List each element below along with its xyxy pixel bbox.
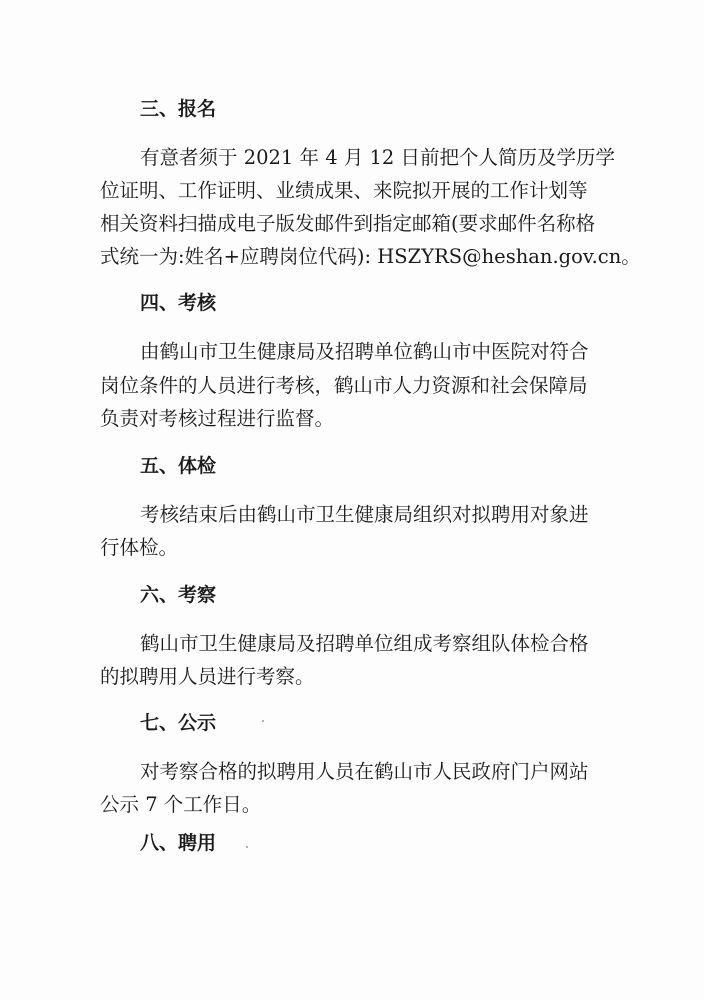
paragraph-line: 岗位条件的人员进行考核，鹤山市人力资源和社会保障局 (100, 374, 588, 397)
section-heading-investigation: 六、考察 (140, 584, 217, 606)
paragraph-line: 鹤山市卫生健康局及招聘单位组成考察组队体检合格 (140, 632, 589, 655)
paragraph-line: 的拟聘用人员进行考察。 (100, 665, 315, 688)
section-heading-publicity: 七、公示 (140, 712, 217, 734)
paragraph-line: 由鹤山市卫生健康局及招聘单位鹤山市中医院对符合 (140, 340, 589, 363)
section-heading-medical-exam: 五、体检 (140, 455, 217, 477)
paragraph-line-with-email: 式统一为:姓名+应聘岗位代码): HSZYRS@heshan.gov.cn。 (100, 245, 641, 268)
paragraph-line: 对考察合格的拟聘用人员在鹤山市人民政府门户网站 (140, 760, 589, 783)
section-heading-assessment: 四、考核 (140, 292, 217, 314)
paragraph-line: 有意者须于 2021 年 4 月 12 日前把个人简历及学历学 (140, 146, 616, 169)
paragraph-line: 公示 7 个工作日。 (100, 793, 262, 816)
paragraph-line: 相关资料扫描成电子版发邮件到指定邮箱(要求邮件名称格 (100, 212, 596, 235)
section-heading-employment: 八、聘用 (140, 832, 217, 854)
scan-speck (262, 720, 264, 722)
section-heading-registration: 三、报名 (140, 98, 217, 120)
paragraph-line: 行体检。 (100, 536, 179, 559)
scan-speck (246, 846, 248, 848)
paragraph-line: 考核结束后由鹤山市卫生健康局组织对拟聘用对象进 (140, 503, 589, 526)
paragraph-line: 位证明、工作证明、业绩成果、来院拟开展的工作计划等 (100, 179, 588, 202)
paragraph-line: 负责对考核过程进行监督。 (100, 407, 335, 430)
